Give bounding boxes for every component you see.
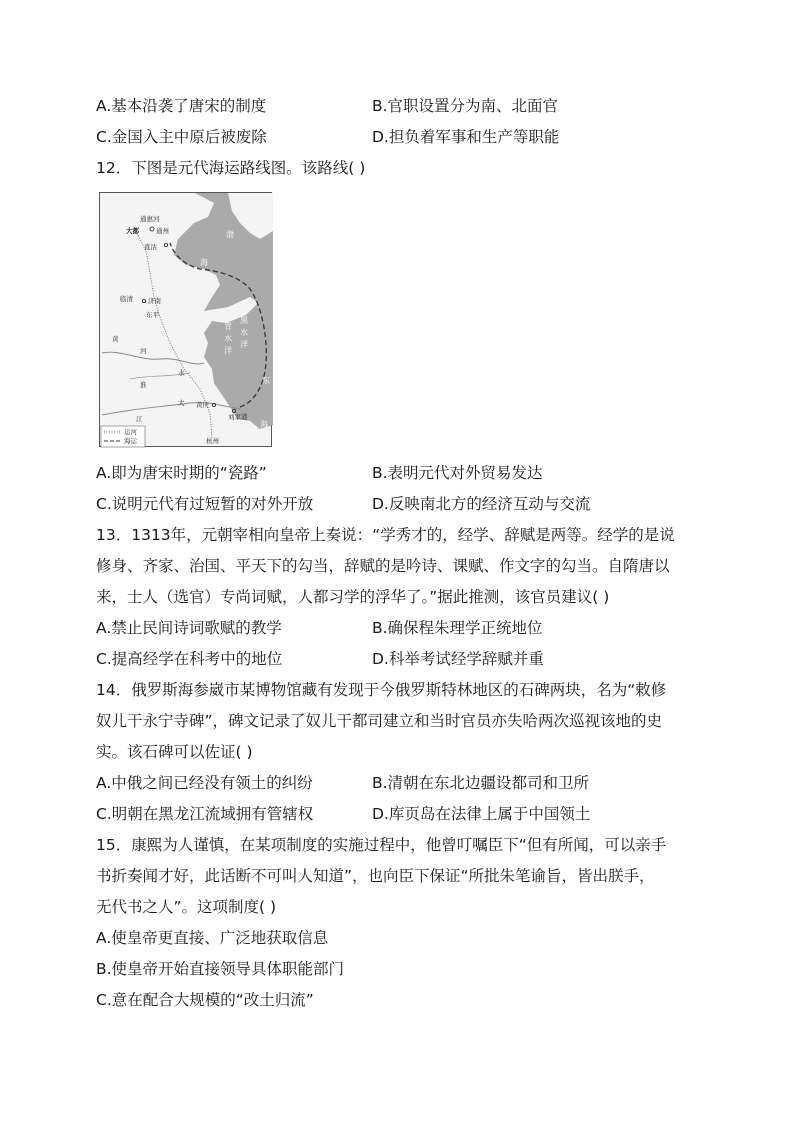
q11-option-a: A.基本沿袭了唐宋的制度 [96,97,267,115]
yuan-sea-route-map [99,192,272,447]
zhigu-marker [164,243,167,246]
label-dongping: 东平 [146,311,159,319]
q15-option-c: C.意在配合大规模的“改土归流” [96,991,314,1009]
label-dajiang-2: 江 [136,415,143,423]
q15-stem-line-3: 无代书之人”。这项制度( ) [96,898,277,916]
label-qingshui-1: 青 [224,322,232,331]
label-heishui-2: 水 [240,328,248,337]
label-donghai-1: 东 [262,376,270,385]
q13-stem-line-2: 修身、齐家、治国、平天下的勾当，辞赋的是吟诗、课赋、作文字的勾当。自隋唐以 [96,557,670,575]
label-dadu: 大都 [126,227,139,235]
label-tongzhou: 通州 [156,227,169,235]
label-dajiang-1: 大 [178,399,185,407]
dadu-marker [150,227,154,231]
q15-stem-line-1: 15．康熙为人谨慎，在某项制度的实施过程中，他曾叮嘱臣下“但有所闻，可以亲手 [96,836,667,854]
jinan-marker [142,299,145,302]
q14-stem-line-3: 实。该石碑可以佐证( ) [96,743,253,761]
label-huanghe-2: 河 [140,347,147,355]
q14-stem-line-1: 14．俄罗斯海参崴市某博物馆藏有发现于今俄罗斯特林地区的石碑两块，名为“敕修 [96,681,667,699]
yangtze-river [102,403,240,415]
q12-option-b: B.表明元代对外贸易发达 [372,464,543,482]
label-qingshui-3: 洋 [224,346,232,355]
q15-option-a: A.使皇帝更直接、广泛地获取信息 [96,929,329,947]
label-qingshui-2: 水 [224,334,232,343]
label-huaishui-1: 淮 [140,381,147,389]
label-bohai-2: 海 [200,258,208,267]
q14-option-a: A.中俄之间已经没有领土的纠纷 [96,774,313,792]
label-linqing: 临清 [120,295,133,303]
q14-option-d: D.库页岛在法律上属于中国领土 [372,805,591,823]
label-donghai-2: 海 [260,420,268,429]
label-bohai-1: 渤 [226,230,234,239]
q13-option-d: D.科举考试经学辞赋并重 [372,650,544,668]
label-huanghe-1: 黄 [112,335,119,343]
q14-stem-line-2: 奴儿干永宁寺碑”，碑文记录了奴儿干都司建立和当时官员亦失哈两次巡视该地的史 [96,712,663,730]
q12-option-c: C.说明元代有过短暂的对外开放 [96,495,314,513]
label-tonghui-river: 通惠河 [140,215,160,223]
label-heishui-1: 黑 [240,316,248,325]
q13-option-c: C.提高经学在科考中的地位 [96,650,283,668]
q13-option-b: B.确保程朱理学正统地位 [372,619,543,637]
q14-option-c: C.明朝在黑龙江流域拥有管辖权 [96,805,314,823]
label-jinan: 济南 [148,297,161,305]
q11-option-b: B.官职设置分为南、北面官 [372,97,559,115]
q13-option-a: A.禁止民间诗词歌赋的教学 [96,619,282,637]
legend-canal-label: 运河 [124,428,137,436]
legend-sea-route-label: 海运 [124,437,137,445]
label-zhigu: 直沽 [144,243,157,251]
q12-stem: 12．下图是元代海运路线图。该路线( ) [96,159,366,177]
label-hangzhou: 杭州 [206,437,219,445]
q13-stem-line-1: 13．1313年，元朝宰相向皇帝上奏说：“学秀才的，经学、辞赋是两等。经学的是说 [96,526,675,544]
label-heishui-3: 洋 [240,340,248,349]
q15-option-b: B.使皇帝开始直接领导具体职能部门 [96,960,345,978]
yellow-river [102,352,204,364]
q13-stem-line-3: 来，士人（选官）专尚词赋，人都习学的浮华了。”据此推测，该官员建议( ) [96,588,610,606]
q11-option-c: C.金国入主中原后被废除 [96,128,267,146]
q15-stem-line-2: 书折奏闻才好，此话断不可叫人知道”，也向臣下保证“所批朱笔谕旨，皆出朕手， [96,867,655,885]
map-figure [100,193,273,448]
q12-option-a: A.即为唐宋时期的“瓷路” [96,464,267,482]
q11-option-d: D.担负着军事和生产等职能 [372,128,560,146]
map-legend-box [101,426,145,447]
q12-option-d: D.反映南北方的经济互动与交流 [372,495,591,513]
q14-option-b: B.清朝在东北边疆设都司和卫所 [372,774,590,792]
label-huaishui-2: 水 [178,369,185,377]
label-huangqing: 黄庆 [196,401,209,409]
label-liujiagang: 刘家港 [228,413,248,421]
